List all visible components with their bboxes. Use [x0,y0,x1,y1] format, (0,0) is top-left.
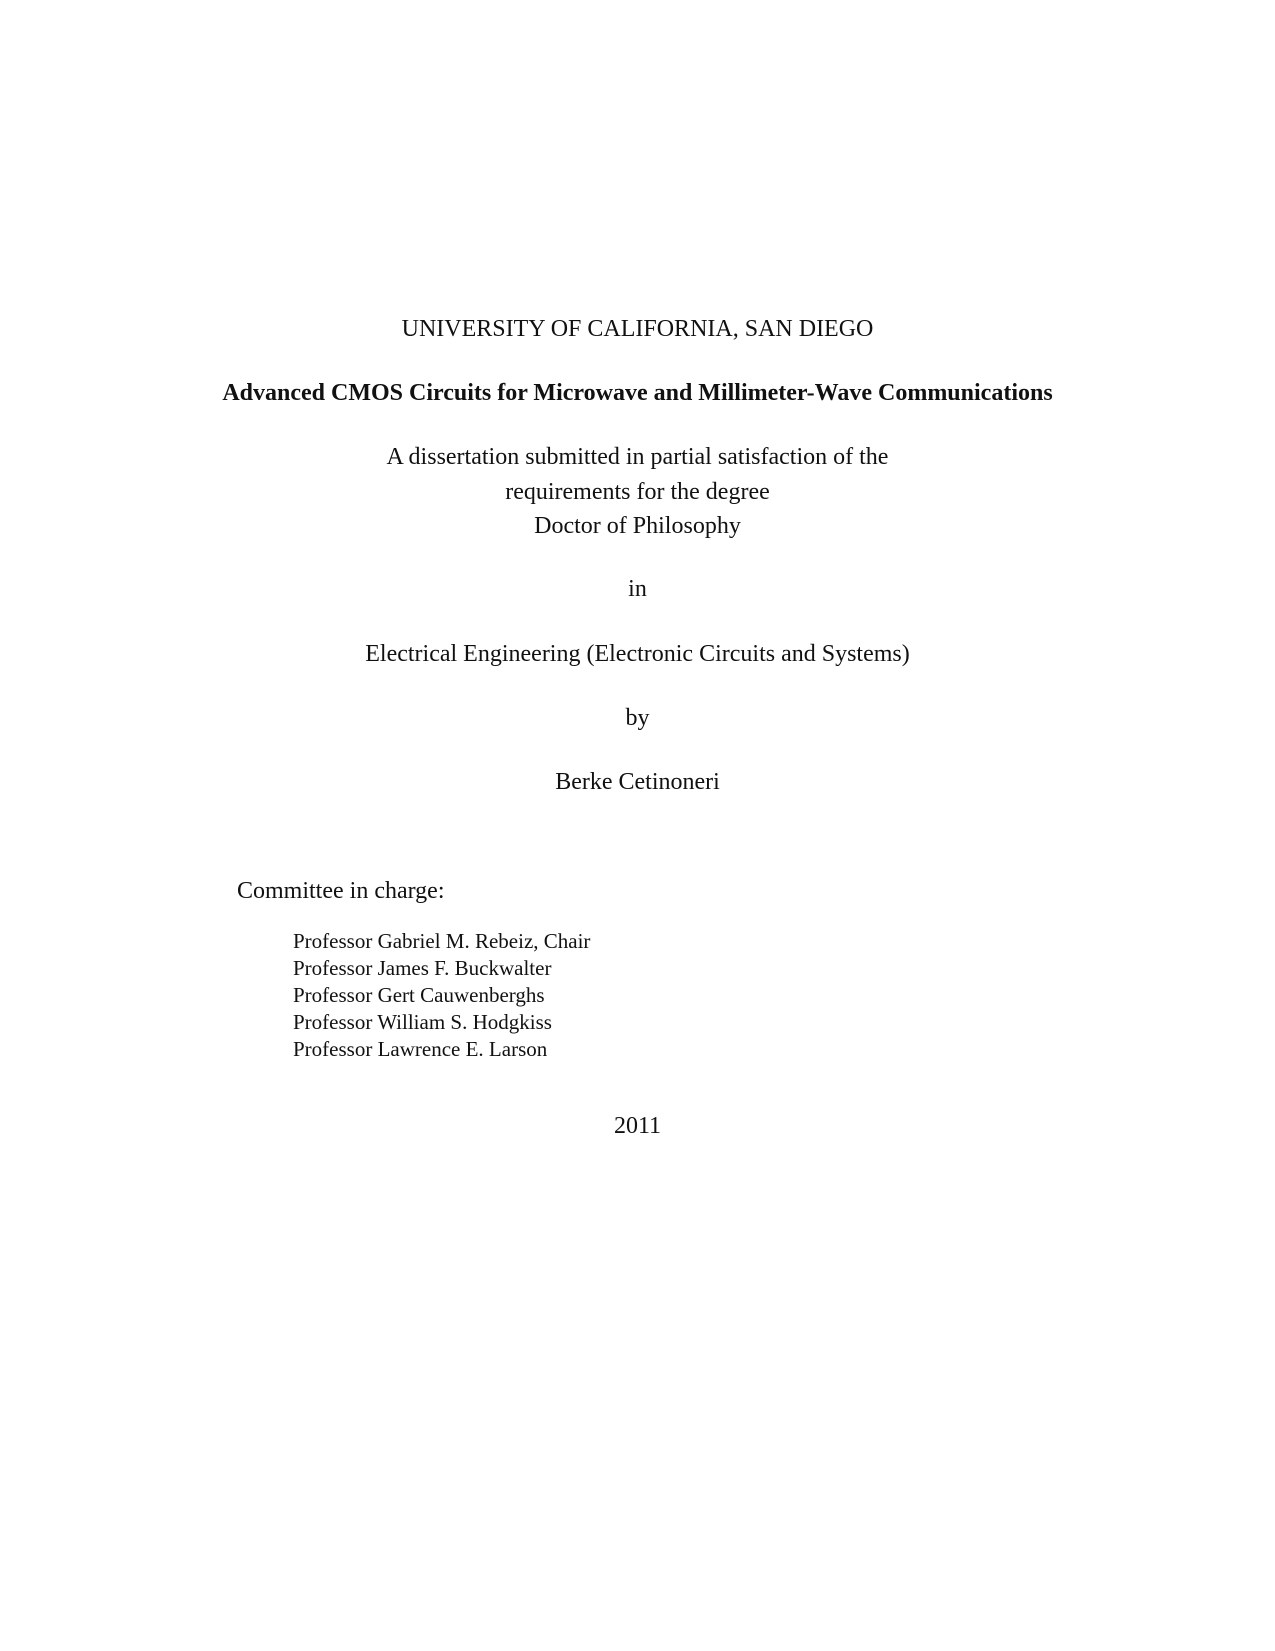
committee-heading: Committee in charge: [237,878,445,904]
submission-statement-line-2: requirements for the degree [505,479,770,505]
author-name: Berke Cetinoneri [555,769,720,795]
dissertation-title: Advanced CMOS Circuits for Microwave and Millimeter-Wave Communications [222,380,1053,406]
committee-member: Professor Gert Cauwenberghs [293,983,545,1007]
committee-list [293,930,590,1065]
committee-member: Professor Lawrence E. Larson [293,1037,548,1061]
university-name: UNIVERSITY OF CALIFORNIA, SAN DIEGO [401,316,874,342]
committee-member: Professor Gabriel M. Rebeiz, Chair [293,929,591,953]
submission-statement-line-1: A dissertation submitted in partial satisfaction of the [386,444,889,470]
publication-year: 2011 [613,1113,662,1139]
in-connector: in [628,576,647,602]
field-of-study: Electrical Engineering (Electronic Circuits and Systems) [365,641,910,667]
degree-name: Doctor of Philosophy [534,513,741,539]
committee-member: Professor James F. Buckwalter [293,956,552,980]
committee-member: Professor William S. Hodgkiss [293,1010,552,1034]
by-connector: by [625,705,650,731]
